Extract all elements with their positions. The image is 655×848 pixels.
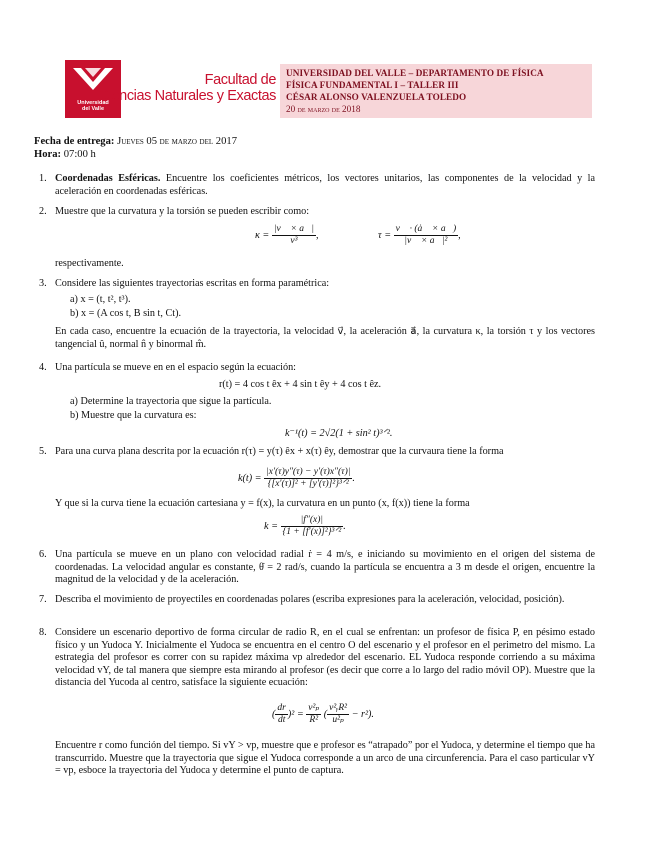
problem-4-a: a) Determine la trayectoria que sigue la partícula. xyxy=(70,396,272,407)
problem-5: 5. Para una curva plana descrita por la ecuación r(τ) = y(τ) êx + x(τ) êy, demostrar que la curvaura tiene la forma xyxy=(39,446,504,457)
problem-1: 1. Coordenadas Esféricas. Encuentre los coeficientes métricos, los vectores unitarios, las componentes de la velocidad y la aceleración en coordenadas esféricas. xyxy=(39,173,596,197)
problem-3-after: En cada caso, encuentre la ecuación de la trayectoria, la velocidad v⃗, la aceleración a⃗, la curvatura κ, la torsión τ y los vectores tangencial û, normal n̂ y binormal m̂. xyxy=(55,326,595,350)
problem-4-b: b) Muestre que la curvatura es: xyxy=(70,410,197,421)
problem-5-after: Y que si la curva tiene la ecuación cartesiana y = f(x), la curvatura en un punto (x, f(x)) tiene la forma xyxy=(55,498,470,509)
problem-8: 8. Considere un escenario deportivo de forma circular de radio R, en el cual se enfrentan: un profesor de física P, en pésimo estado físico y un Yudoca Y. Inicialmente el Yudoca se encuentra en el centro O del escenario y el profesor en el perimetro del mismo. La estrategia del profesor es correr con su rapidez máxima vp alrededor del escenario. EL Yudoca responde corriendo a su máxima velocidad vY, de tal manera que siempre esta mirando al profesor (es decir que corre a lo largo del radio móvil OP). Muestre que la distancia del Yucoda al centro, satisface la siguiente ecuación: xyxy=(39,627,595,689)
problem-3-b: b) x = (A cos t, B sin t, Ct). xyxy=(70,308,182,319)
due-time: Hora: 07:00 h xyxy=(34,149,96,160)
curvature-result: k⁻¹(t) = 2√2(1 + sin² t)³ᐟ². xyxy=(285,428,393,439)
faculty-name: Facultad de Ciencias Naturales y Exactas xyxy=(98,72,276,104)
problem-8-after: Encuentre r como función del tiempo. Si vY > vp, muestre que e profesor es “atrapado” por el Yudoca, y determine el tiempo que ha transcurrido. Muestre que la trayectoria que sigue el Yudoca corresponde a un arco de una circunferencia. Para el caso particular vY = vp, esboce la trayectoria del Yudoca y determine el punto de captura. xyxy=(55,740,595,777)
yudoca-equation: ( $\frac{dr}{dt}$ )² = $\frac{\text{v²ₚ}}{\text{R²}}$ ( $\frac{\text{v²ᵧR²}}{\text{u²ₚ}}$ − r²). xyxy=(272,703,374,725)
problem-3-a: a) x = (t, t², t³). xyxy=(70,294,131,305)
logo-text: Universidad del Valle xyxy=(77,100,109,112)
curvature-formula: κ = $\frac{|v⃗ \times a⃗|}{\text{v³}}$ , xyxy=(255,224,319,246)
plane-curvature-formula: k(t) = $\frac{|x'(\tau)y''(\tau) - y'(\tau)x''(\tau)|}{\text{\{[x′(τ)]² + [y′(τ)]²\}³ᐟ²}}$ . xyxy=(238,467,355,489)
header-author: CÉSAR ALONSO VALENZUELA TOLEDO xyxy=(286,92,467,102)
problem-2: 2. Muestre que la curvatura y la torsión se pueden escribir como: xyxy=(39,206,310,217)
torsion-formula: τ = $\frac{v⃗ \cdot (ȧ⃗ \times a⃗)}{\text{|v⃗ × a⃗|²}}$ , xyxy=(378,224,461,246)
cartesian-curvature-formula: k = $\frac{|f''(x)|}{\text{\{1 + [f′(x)]²\}³ᐟ²}}$ . xyxy=(264,515,346,537)
header-date: 20 de marzo de 2018 xyxy=(286,104,361,114)
due-date: Fecha de entrega: Jueves 05 de marzo del 2017 xyxy=(34,136,237,147)
position-equation: r(t) = 4 cos t êx + 4 sin t êy + 4 cos t êz. xyxy=(219,379,382,390)
problem-4: 4. Una partícula se mueve en en el espacio según la ecuación: xyxy=(39,362,296,373)
problem-7: 7. Describa el movimiento de proyectiles en coordenadas polares (escriba expresiones para la aceleración, velocidad, posición). xyxy=(39,594,565,605)
problem-6: 6. Una partícula se mueve en un plano con velocidad radial ṙ = 4 m/s, e iniciando su movimiento en el origen del sistema de coordenadas. La velocidad angular es constante, θ̇ = 2 rad/s, cuando la partícula se encuentra a 3 m desde el origen, encuentre la magnitud de la velocidad y de la aceleración. xyxy=(39,549,595,586)
problem-3: 3. Considere las siguientes trayectorias escritas en forma paramétrica: xyxy=(39,278,330,289)
header-university: UNIVERSIDAD DEL VALLE – DEPARTAMENTO DE FÍSICA xyxy=(286,68,544,78)
problem-2-after: respectivamente. xyxy=(55,258,124,269)
header-course: FÍSICA FUNDAMENTAL I – TALLER III xyxy=(286,80,459,90)
